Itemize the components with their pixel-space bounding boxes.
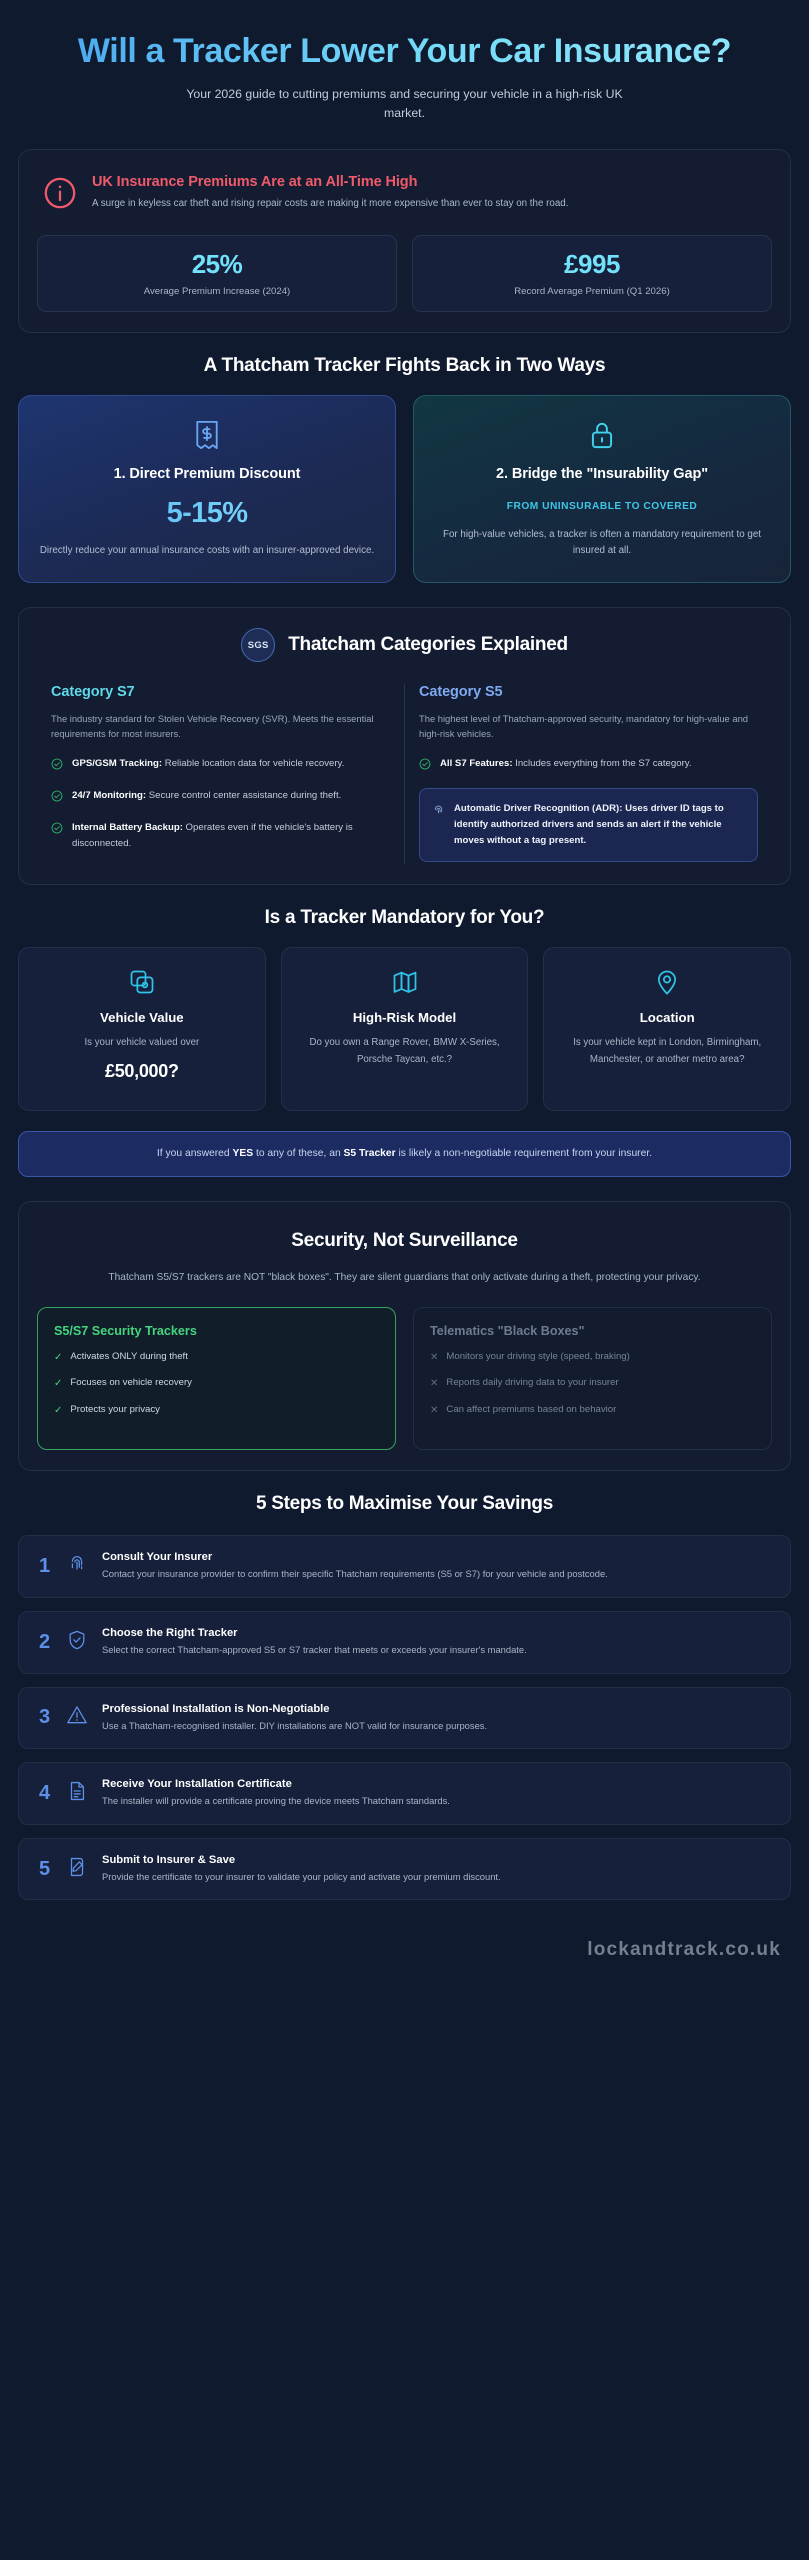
feature-bold: Internal Battery Backup:	[72, 822, 183, 834]
step-text: The installer will provide a certificate proving the device meets Thatcham standards.	[102, 1795, 450, 1807]
page-subtitle: Your 2026 guide to cutting premiums and securing your vehicle in a high-risk UK market.	[186, 86, 623, 120]
fingerprint-icon	[66, 1553, 88, 1580]
certificate-icon	[66, 1780, 88, 1807]
stat-group	[37, 235, 772, 312]
step-number: 3	[38, 1706, 51, 1729]
comparison-item-text: Focuses on vehicle recovery	[70, 1377, 192, 1389]
step-item	[18, 1687, 791, 1750]
comparison-item	[54, 1403, 379, 1419]
way-description: For high-value vehicles, a tracker is often a mandatory requirement to get insured at all.	[442, 529, 761, 556]
feature-bold: 24/7 Monitoring:	[72, 790, 147, 802]
feature-bold: All S7 Features:	[440, 758, 513, 770]
comparison-card-blackboxes	[413, 1307, 772, 1451]
check-circle-icon	[419, 757, 431, 775]
feature-item	[51, 756, 390, 775]
comparison-item-text: Monitors your driving style (speed, braking)	[446, 1350, 630, 1362]
check-circle-icon	[51, 821, 63, 839]
feature-item	[51, 788, 390, 807]
verdict-prefix: If you answered	[156, 1147, 233, 1159]
comparison-item-text: Activates ONLY during theft	[70, 1350, 188, 1362]
stat-card	[412, 235, 772, 312]
car-value-icon	[33, 968, 251, 996]
stat-value: 25%	[191, 248, 243, 279]
map-icon	[296, 968, 514, 996]
verdict-suffix: is likely a non-negotiable requirement from your insurer.	[395, 1147, 653, 1159]
step-text: Contact your insurance provider to confirm their specific Thatcham requirements (S5 or S7) for your vehicle and postcode.	[102, 1568, 608, 1580]
mandatory-verdict	[18, 1131, 791, 1177]
feature-item	[419, 756, 758, 775]
cross-icon: ✕	[430, 1378, 439, 1390]
comparison-item-text: Protects your privacy	[70, 1403, 160, 1415]
step-heading: Submit to Insurer & Save	[102, 1853, 236, 1866]
adr-text: Automatic Driver Recognition (ADR): Uses driver ID tags to identify authorized drivers and sends an alert if the vehicle moves without a tag present.	[454, 803, 724, 847]
category-column-s5	[404, 684, 772, 864]
mandatory-text: Is your vehicle kept in London, Birmingham, Manchester, or another metro area?	[573, 1037, 762, 1066]
feature-item	[51, 820, 390, 851]
submit-document-icon	[66, 1856, 88, 1883]
mandatory-card-vehicle-value	[18, 947, 266, 1110]
alert-title: UK Insurance Premiums Are at an All-Time High	[92, 173, 418, 190]
verdict-tracker: S5 Tracker	[343, 1147, 396, 1159]
way-heading: 1. Direct Premium Discount	[113, 466, 301, 483]
step-number: 4	[38, 1781, 51, 1804]
cross-icon: ✕	[430, 1404, 439, 1416]
security-subtitle: Thatcham S5/S7 trackers are NOT "black boxes". They are silent guardians that only activate during a theft, protecting your privacy.	[108, 1272, 701, 1284]
fingerprint-icon	[432, 802, 445, 820]
feature-text: Secure control center assistance during theft.	[146, 790, 342, 802]
way-highlight: 5-15%	[39, 497, 375, 530]
comparison-title: S5/S7 Security Trackers	[54, 1323, 197, 1338]
mandatory-heading: High-Risk Model	[352, 1010, 457, 1026]
stat-label: Record Average Premium (Q1 2026)	[514, 286, 670, 298]
step-number: 1	[38, 1555, 51, 1578]
way-heading: 2. Bridge the "Insurability Gap"	[496, 466, 708, 483]
way-midline: FROM UNINSURABLE TO COVERED	[506, 500, 698, 512]
stat-value: £995	[564, 248, 620, 279]
check-circle-icon	[51, 789, 63, 807]
category-name: Category S7	[51, 684, 135, 701]
warning-triangle-icon	[66, 1704, 88, 1731]
mandatory-heading: Vehicle Value	[100, 1010, 184, 1026]
step-text: Select the correct Thatcham-approved S5 or S7 tracker that meets or exceeds your insurer's mandate.	[102, 1644, 527, 1656]
category-column-s7	[37, 684, 404, 864]
cross-icon: ✕	[430, 1351, 439, 1363]
step-heading: Professional Installation is Non-Negotiable	[102, 1702, 330, 1715]
shield-check-icon	[66, 1629, 88, 1656]
comparison-item	[430, 1350, 755, 1366]
mandatory-big: £50,000?	[105, 1061, 179, 1082]
mandatory-title: Is a Tracker Mandatory for You?	[264, 907, 545, 929]
security-panel	[18, 1201, 791, 1471]
step-item	[18, 1611, 791, 1674]
step-number: 2	[38, 1630, 51, 1653]
alert-description: A surge in keyless car theft and rising repair costs are making it more expensive than ever to stay on the road.	[92, 197, 569, 209]
way-card-insurability	[413, 395, 791, 583]
comparison-card-trackers	[37, 1307, 396, 1451]
mandatory-text: Is your vehicle valued over	[84, 1037, 200, 1049]
step-text: Use a Thatcham-recognised installer. DIY installations are NOT valid for insurance purposes.	[102, 1719, 488, 1731]
mandatory-text: Do you own a Range Rover, BMW X-Series, Porsche Taycan, etc.?	[309, 1037, 500, 1066]
comparison-item	[54, 1350, 379, 1366]
mandatory-card-group	[18, 947, 791, 1110]
feature-text: Includes everything from the S7 category.	[512, 758, 692, 770]
verdict-yes: YES	[232, 1147, 254, 1159]
money-document-icon	[39, 418, 375, 452]
footer-brand: lockandtrack.co.uk	[587, 1939, 781, 1961]
feature-text: Reliable location data for vehicle recovery.	[162, 758, 345, 770]
map-pin-icon	[558, 968, 776, 996]
category-intro: The highest level of Thatcham-approved security, mandatory for high-value and high-risk vehicles.	[419, 713, 748, 740]
categories-title: Thatcham Categories Explained	[288, 634, 568, 656]
mandatory-card-high-risk-model	[281, 947, 529, 1110]
step-heading: Receive Your Installation Certificate	[102, 1778, 292, 1791]
lock-icon	[434, 418, 770, 452]
adr-highlight-box	[419, 788, 758, 861]
step-item	[18, 1762, 791, 1825]
sgs-badge: SGS	[241, 628, 275, 662]
mandatory-heading: Location	[639, 1010, 695, 1026]
categories-panel	[18, 607, 791, 885]
category-intro: The industry standard for Stolen Vehicle Recovery (SVR). Meets the essential requirements for most insurers.	[51, 713, 374, 740]
security-title: Security, Not Surveillance	[291, 1230, 518, 1252]
comparison-item	[430, 1376, 755, 1392]
two-ways-group	[18, 395, 791, 583]
check-icon: ✓	[54, 1378, 63, 1390]
way-card-discount	[18, 395, 396, 583]
step-item	[18, 1838, 791, 1901]
stat-label: Average Premium Increase (2024)	[143, 286, 291, 298]
feature-text: Operates even if the vehicle's battery is disconnected.	[72, 822, 353, 849]
two-ways-title: A Thatcham Tracker Fights Back in Two Ways	[203, 355, 606, 377]
way-description: Directly reduce your annual insurance costs with an insurer-approved device.	[39, 544, 375, 556]
comparison-item	[430, 1403, 755, 1419]
check-circle-icon	[51, 757, 63, 775]
comparison-item-text: Reports daily driving data to your insurer	[446, 1377, 619, 1389]
mandatory-card-location	[543, 947, 791, 1110]
step-heading: Choose the Right Tracker	[102, 1627, 238, 1640]
check-icon: ✓	[54, 1404, 63, 1416]
check-icon: ✓	[54, 1351, 63, 1363]
step-heading: Consult Your Insurer	[102, 1551, 213, 1564]
step-text: Provide the certificate to your insurer to validate your policy and activate your premium discount.	[102, 1870, 501, 1882]
category-name: Category S5	[419, 684, 503, 701]
info-circle-icon	[43, 176, 77, 215]
comparison-item-text: Can affect premiums based on behavior	[446, 1403, 617, 1415]
hero-section	[18, 22, 791, 149]
stat-card	[37, 235, 397, 312]
steps-title: 5 Steps to Maximise Your Savings	[256, 1493, 553, 1515]
premium-alert-panel	[18, 149, 791, 333]
feature-bold: GPS/GSM Tracking:	[72, 758, 163, 770]
step-number: 5	[38, 1857, 51, 1880]
comparison-title: Telematics "Black Boxes"	[430, 1323, 585, 1338]
page-title: Will a Tracker Lower Your Car Insurance?	[46, 32, 763, 72]
step-item	[18, 1535, 791, 1598]
verdict-mid: to any of these, an	[253, 1147, 344, 1159]
comparison-item	[54, 1376, 379, 1392]
